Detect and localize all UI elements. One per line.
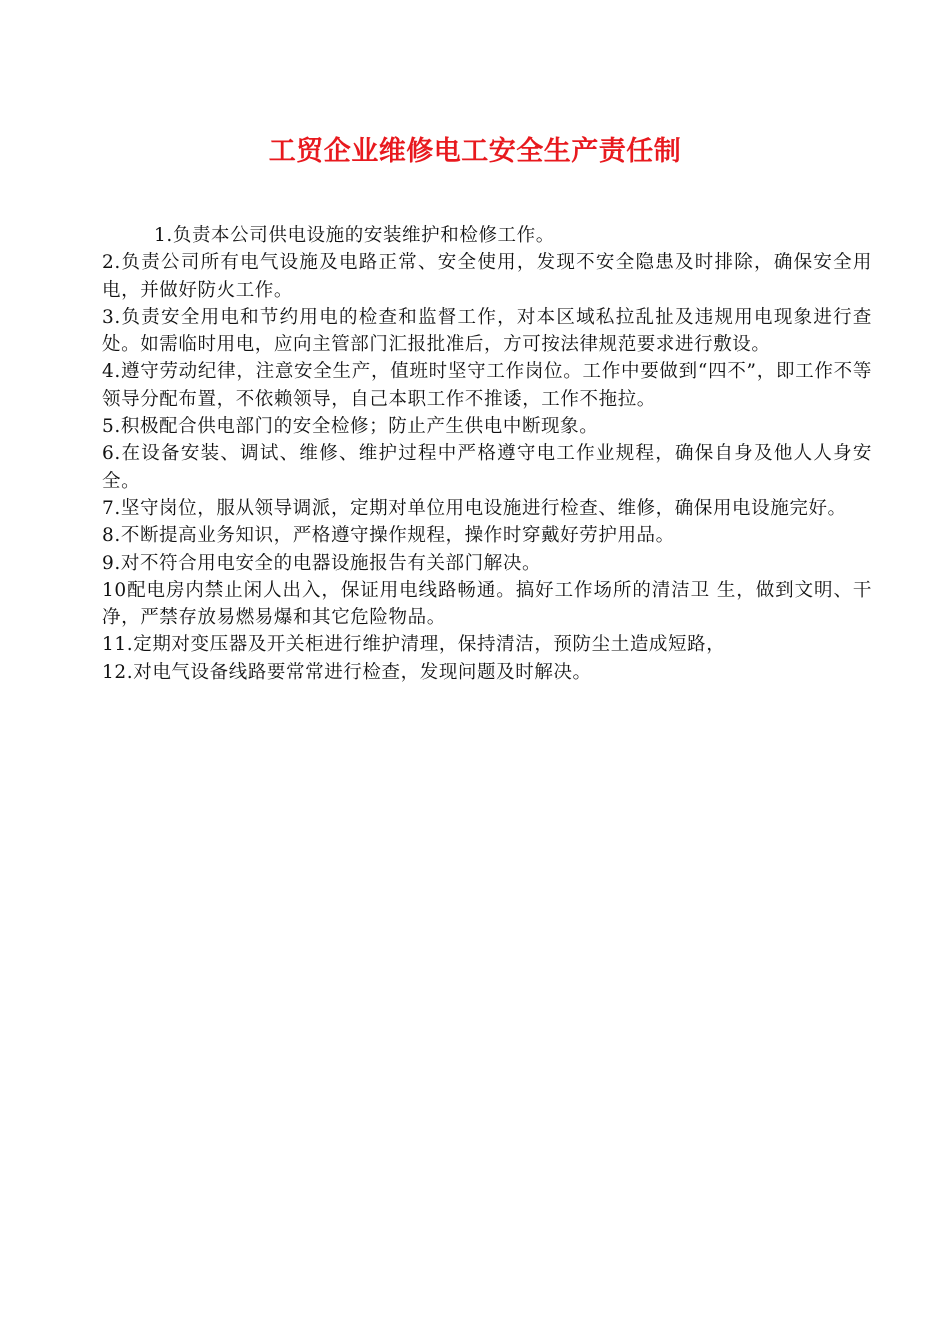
clause-10: 10配电房内禁止闲人出入，保证用电线路畅通。搞好工作场所的清洁卫 生，做到文明、干净，严禁存放易燃易爆和其它危险物品。 [102,579,872,629]
document-body [102,222,872,686]
clause-3: 3.负责安全用电和节约用电的检查和监督工作，对本区域私拉乱扯及违规用电现象进行查处。如需临时用电，应向主管部门汇报批准后，方可按法律规范要求进行敷设。 [102,306,872,356]
clause-4: 4.遵守劳动纪律，注意安全生产，值班时坚守工作岗位。工作中要做到“四不”，即工作不等领导分配布置，不依赖领导，自己本职工作不推诿，工作不拖拉。 [102,361,872,410]
clause-2: 2.负责公司所有电气设施及电路正常、安全使用，发现不安全隐患及时排除，确保安全用电，并做好防火工作。 [102,252,872,301]
document-title: 工贸企业维修电工安全生产责任制 [268,136,682,167]
clause-9: 9.对不符合用电安全的电器设施报告有关部门解决。 [102,552,542,574]
clause-1: 1.负责本公司供电设施的安装维护和检修工作。 [154,225,555,246]
clause-6: 6.在设备安装、调试、维修、维护过程中严格遵守电工作业规程，确保自身及他人人身安全。 [102,443,872,492]
clause-7: 7.坚守岗位，服从领导调派，定期对单位用电设施进行检查、维修，确保用电设施完好。 [102,497,847,519]
clause-11: 11.定期对变压器及开关柜进行维护清理，保持清洁，预防尘土造成短路， [102,634,726,656]
clause-5: 5.积极配合供电部门的安全检修；防止产生供电中断现象。 [102,416,599,438]
clause-8: 8.不断提高业务知识，严格遵守操作规程，操作时穿戴好劳护用品。 [102,525,675,547]
clause-12: 12.对电气设备线路要常常进行检查，发现问题及时解决。 [102,661,592,683]
